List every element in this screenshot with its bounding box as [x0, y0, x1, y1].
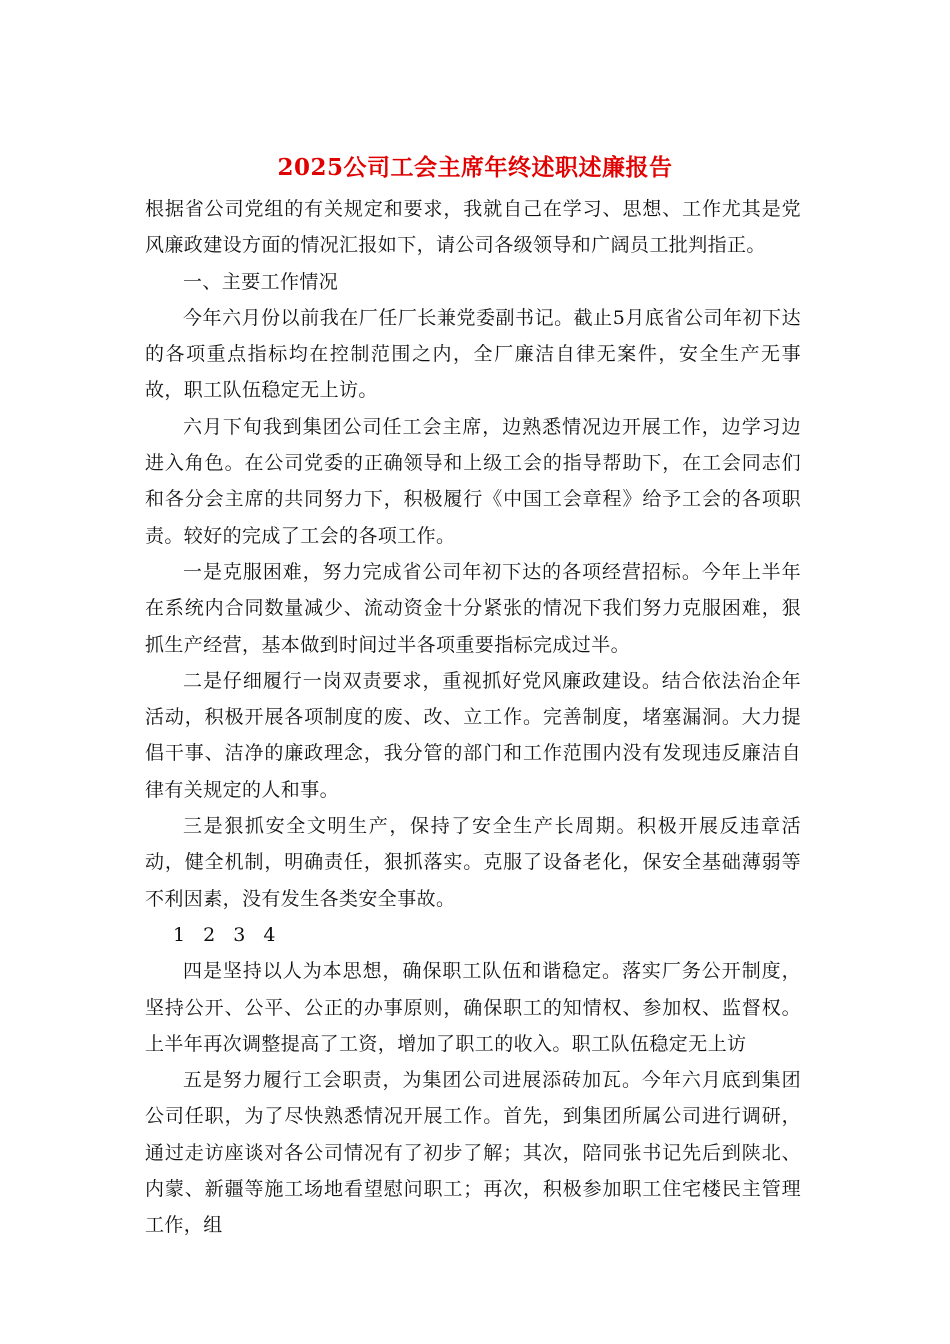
paragraph-intro: 根据省公司党组的有关规定和要求，我就自己在学习、思想、工作尤其是党风廉政建设方面的情况汇报如下，请公司各级领导和广阔员工批判指正。: [145, 198, 801, 257]
paragraph-before-june: 今年六月份以前我在厂任厂长兼党委副书记。截止5月底省公司年初下达的各项重点指标均在控制范围之内，全厂廉洁自律无案件，安全生产无事故，职工队伍稳定无上访。: [145, 306, 801, 402]
section-heading-main-work: 一、主要工作情况: [183, 270, 339, 293]
document-body: [145, 191, 801, 1244]
paragraph-late-june: 六月下旬我到集团公司任工会主席，边熟悉情况边开展工作，边学习边进入角色。在公司党委的正确领导和上级工会的指导帮助下，在工会同志们和各分会主席的共同努力下，积极履行《中国工会章程》给予工会的各项职责。较好的完成了工会的各项工作。: [145, 415, 801, 547]
paragraph-point-four: 四是坚持以人为本思想，确保职工队伍和谐稳定。落实厂务公开制度，坚持公开、公平、公正的办事原则，确保职工的知情权、参加权、监督权。上半年再次调整提高了工资，增加了职工的收入。职工队伍稳定无上访: [145, 960, 801, 1055]
page-number-list: 1 2 3 4: [173, 923, 282, 946]
document-title: 2025公司工会主席年终述职述廉报告: [277, 154, 673, 181]
paragraph-point-two: 二是仔细履行一岗双责要求，重视抓好党风廉政建设。结合依法治企年活动，积极开展各项制度的废、改、立工作。完善制度，堵塞漏洞。大力提倡干事、洁净的廉政理念，我分管的部门和工作范围内没有发现违反廉洁自律有关规定的人和事。: [145, 669, 801, 801]
paragraph-point-five: 五是努力履行工会职责，为集团公司进展添砖加瓦。今年六月底到集团公司任职，为了尽快熟悉情况开展工作。首先，到集团所属公司进行调研，通过走访座谈对各公司情况有了初步了解；其次，陪同张书记先后到陕北、内蒙、新疆等施工场地看望慰问职工；再次，积极参加职工住宅楼民主管理工作，组: [145, 1069, 801, 1237]
paragraph-point-three: 三是狠抓安全文明生产，保持了安全生产长周期。积极开展反违章活动，健全机制，明确责任，狠抓落实。克服了设备老化，保安全基础薄弱等不利因素，没有发生各类安全事故。: [145, 815, 801, 910]
paragraph-point-one: 一是克服困难，努力完成省公司年初下达的各项经营招标。今年上半年在系统内合同数量减少、流动资金十分紧张的情况下我们努力克服困难，狠抓生产经营，基本做到时间过半各项重要指标完成过半。: [145, 560, 801, 656]
